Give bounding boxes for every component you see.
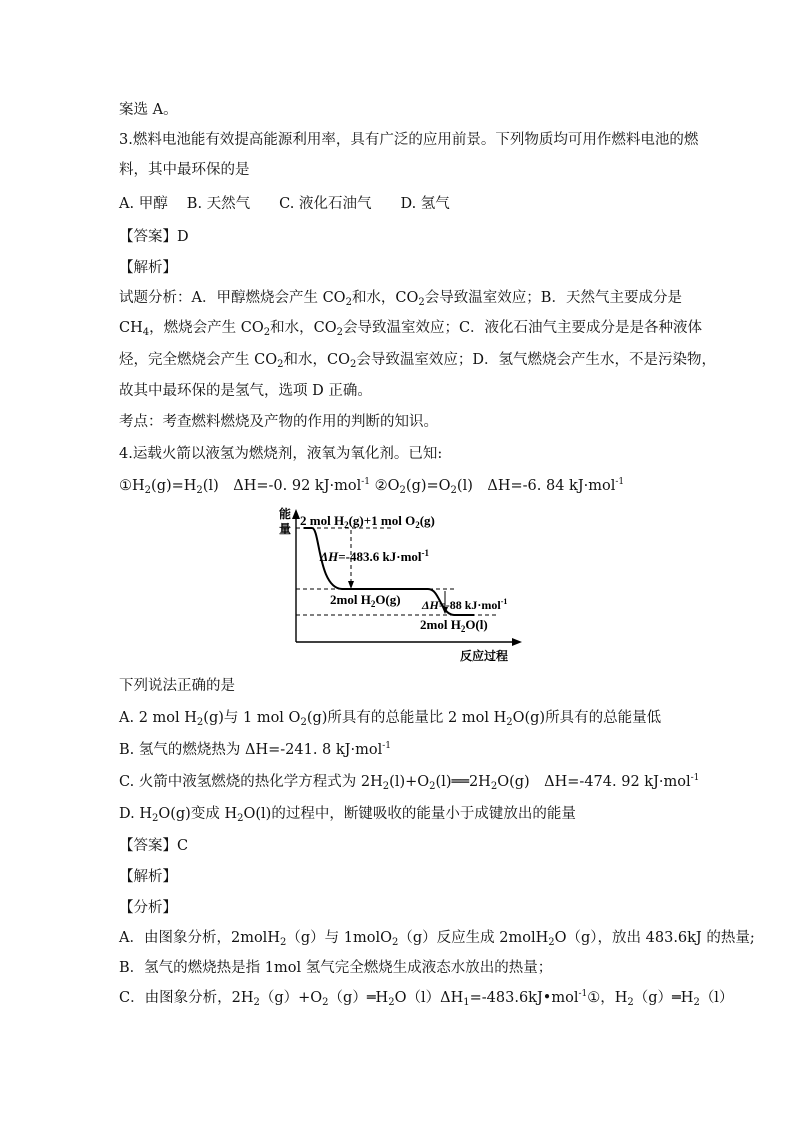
energy-diagram <box>276 503 526 663</box>
analysis-line-1: 试题分析：A．甲醇燃烧会产生 $CO_2$和水，$CO_2$会导致温室效应；B．天然气主要成分是 <box>119 290 682 308</box>
analysis-line-2: $CH_4$，燃烧会产生 $CO_2$和水，$CO_2$会导致温室效应；C．液化石油气主要成分是是各种液体 <box>119 320 703 338</box>
question-4-line-1: 4.运载火箭以液氢为燃烧剂，液氧为氧化剂。已知: <box>119 446 443 462</box>
analysis-q4-line-c: C．由图象分析，$2H_2(g)+O_2(g)═H_2O(l)\Delta H_1=-483.6kJ•mol^{-1}①$，$H_2(g)═H_2(l)$ <box>119 989 734 1008</box>
y-axis-label-bottom: 量 <box>279 522 292 536</box>
answer-label-q4: 【答案】C <box>119 838 189 854</box>
analysis-q4-line-b: B．氢气的燃烧热是指 1mol 氢气完全燃烧生成液态水放出的热量； <box>119 960 553 976</box>
y-axis-label-top: 能 <box>279 507 292 521</box>
analysis-subheading: 【分析】 <box>119 900 177 916</box>
x-axis-arrow <box>512 638 522 646</box>
top-level-label: 2 mol $H_2(g)+1$ mol $O_2(g)$ <box>300 513 435 530</box>
delta-h2-label: ΔH=-88 kJ·mol$^{-1}$ <box>422 597 508 612</box>
analysis-line-4: 故其中最环保的是氢气，选项 D 正确。 <box>119 383 372 399</box>
question-4-option-c: C. 火箭中液氢燃烧的热化学方程式为 $2H_2(l)+O_2(l)══2H_2O(g)$ ΔH=-474. 92 kJ·mol$^{-1}$ <box>119 773 700 792</box>
question-4-prompt: 下列说法正确的是 <box>119 678 235 694</box>
y-axis-arrow <box>292 509 300 519</box>
analysis-q4-line-a: A．由图象分析，2molH$_2$（g）与 1molO$_2$（g）反应生成 2molH$_2$O（g），放出 483.6kJ 的热量; <box>119 930 755 948</box>
analysis-label-q4: 【解析】 <box>119 869 177 885</box>
delta-h1-label: ΔH=-483.6 kJ·mol$^{-1}$ <box>320 548 430 564</box>
analysis-line-3: 烃，完全燃烧会产生 $CO_2$和水，$CO_2$会导致温室效应；D．氢气燃烧会产生水，不是污染物， <box>119 352 716 370</box>
answer-choice-line: 案选 A。 <box>119 102 178 118</box>
exam-point-line: 考点：考查燃料燃烧及产物的作用的判断的知识。 <box>119 414 438 430</box>
question-4-option-d: D. $H_2O(g)$变成 $H_2O(l)$的过程中，断键吸收的能量小于成键放出的能量 <box>119 806 576 824</box>
low-level-label: 2mol $H_2O(l)$ <box>420 617 488 634</box>
x-axis-label: 反应过程 <box>460 649 509 663</box>
question-3-line-1: 3.燃料电池能有效提高能源利用率，具有广泛的应用前景。下列物质均可用作燃料电池的燃 <box>119 132 699 148</box>
question-4-given-equations: $①H_2(g)=H_2(l)$ ΔH=-0. 92 kJ·mol$^{-1}$ $②O_2(g)=O_2(l)$ ΔH=-6. 84 kJ·mol$^{-1}$ <box>119 477 625 496</box>
middle-level-label: 2mol $H_2O(g)$ <box>330 592 401 609</box>
answer-label-q3: 【答案】D <box>119 229 189 245</box>
question-4-option-a: A. 2 mol $H_2(g)$与 1 mol $O_2(g)$所具有的总能量比 2 mol $H_2O(g)$所具有的总能量低 <box>119 710 662 728</box>
question-3-line-2: 料，其中最环保的是 <box>119 162 250 178</box>
delta-h1-arrowhead <box>348 581 354 589</box>
question-3-options: A. 甲醇 B. 天然气 C. 液化石油气 D. 氢气 <box>119 196 450 212</box>
analysis-label-q3: 【解析】 <box>119 260 177 276</box>
question-4-option-b: B. 氢气的燃烧热为 ΔH=-241. 8 kJ·mol$^{-1}$ <box>119 741 391 758</box>
